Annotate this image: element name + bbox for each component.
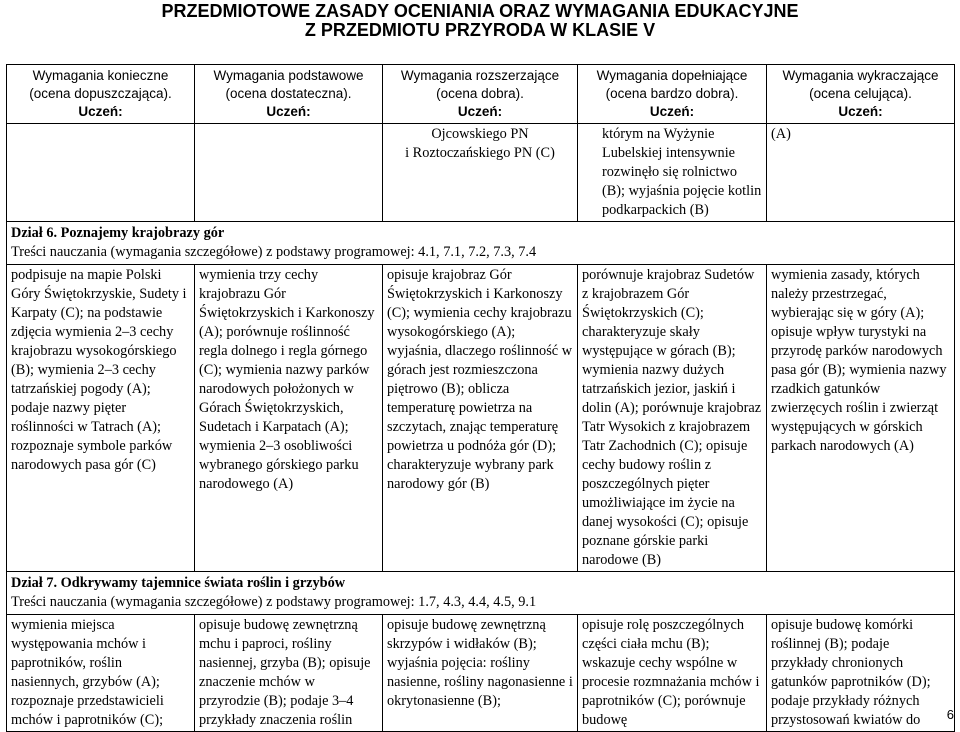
s6-cell-4: porównuje krajobraz Sudetów z krajobrazem Gór Świętokrzyskich (C); charakteryzuje skały występujące w górach (B); wymienia nazwy dużych tatrzańskich jezior, jaskiń i dolin (A); porównuje krajobraz Tatr Wysokich z krajobrazem Tatr Zachodnich (C); opisuje cechy budowy roślin z poszczególnych pięter umożliwiające im życie na danej wysokości (C); opisuje poznane górskie parki narodowe (B) <box>578 265 767 572</box>
s6-cell-3: opisuje krajobraz Gór Świętokrzyskich i Karkonoszy (C); wymienia cechy krajobrazu wysokogórskiego (A); wyjaśnia, dlaczego roślinność w górach jest rozmieszczona piętrowo (B); oblicza temperaturę powietrza na szczytach, znając temperaturę powietrza u podnóża gór (D); charakteryzuje wybrany park narodowy gór (B) <box>383 265 578 572</box>
s7-cell-5: opisuje budowę komórki roślinnej (B); podaje przykłady chronionych gatunków paprotników (D); podaje przykłady różnych przystosowań kwiatów do <box>767 615 955 732</box>
s7-cell-4: opisuje rolę poszczególnych części ciała mchu (B); wskazuje cechy wspólne w procesie rozmnażania mchów i paprotników (C); porównuje budowę <box>578 615 767 732</box>
section-6-heading: Dział 6. Poznajemy krajobrazy gór <box>11 225 225 241</box>
header-col-3: Wymagania rozszerzające (ocena dobra). Uczeń: <box>383 65 578 124</box>
header-col-4: Wymagania dopełniające (ocena bardzo dobra). Uczeń: <box>578 65 767 124</box>
section-6-content: Treści nauczania (wymagania szczegółowe) z podstawy programowej: 4.1, 7.1, 7.2, 7.3, 7.4 <box>11 244 537 260</box>
requirements-table <box>6 64 955 732</box>
header-row <box>7 65 955 124</box>
continuation-cell-4: którym na Wyżynie Lubelskiej intensywnie rozwinęło się rolnictwo (B); wyjaśnia pojęcie kotlin podkarpackich (B) <box>578 124 767 222</box>
section-7-header <box>7 572 955 615</box>
header-col-2: Wymagania podstawowe (ocena dostateczna). Uczeń: <box>195 65 383 124</box>
section-7-row <box>7 615 955 732</box>
section-7-heading: Dział 7. Odkrywamy tajemnice świata roślin i grzybów <box>11 575 346 591</box>
document-title-line1: PRZEDMIOTOWE ZASADY OCENIANIA ORAZ WYMAGANIA EDUKACYJNE <box>161 1 799 21</box>
s7-cell-1: wymienia miejsca występowania mchów i paprotników, roślin nasiennych, grzybów (A); rozpoznaje przedstawicieli mchów i paprotników (C); <box>7 615 195 732</box>
continuation-cell-1 <box>7 124 195 222</box>
s6-cell-1: podpisuje na mapie Polski Góry Świętokrzyskie, Sudety i Karpaty (C); na podstawie zdjęcia wymienia 2–3 cechy krajobrazu wysokogórskiego (B); wymienia 2–3 cechy tatrzańskiej pogody (A); podaje nazwy pięter roślinności w Tatrach (A); rozpoznaje symbole parków narodowych pasa gór (C) <box>7 265 195 572</box>
header-col-5: Wymagania wykraczające (ocena celująca). Uczeń: <box>767 65 955 124</box>
s6-cell-5: wymienia zasady, których należy przestrzegać, wybierając się w góry (A); opisuje wpływ turystyki na przyrodę parków narodowych pasa gór (B); wymienia nazwy rzadkich gatunków zwierzęcych roślin i zwierząt występujących w górskich parkach narodowych (A) <box>767 265 955 572</box>
section-7-content: Treści nauczania (wymagania szczegółowe) z podstawy programowej: 1.7, 4.3, 4.4, 4.5, 9.1 <box>11 594 537 610</box>
header-col-1: Wymagania konieczne (ocena dopuszczająca). Uczeń: <box>7 65 195 124</box>
continuation-cell-2 <box>195 124 383 222</box>
continuation-cell-3: Ojcowskiego PN i Roztoczańskiego PN (C) <box>383 124 578 222</box>
section-6-header <box>7 222 955 265</box>
continuation-cell-5: (A) <box>767 124 955 222</box>
s7-cell-2: opisuje budowę zewnętrzną mchu i paproci, rośliny nasiennej, grzyba (B); opisuje znaczenie mchów w przyrodzie (B); podaje 3–4 przykłady znaczenia roślin <box>195 615 383 732</box>
page-number: 6 <box>946 707 954 722</box>
section-6-row <box>7 265 955 572</box>
s7-cell-3: opisuje budowę zewnętrzną skrzypów i widłaków (B); wyjaśnia pojęcia: rośliny nasienne, rośliny nagonasienne i okrytonasienne (B); <box>383 615 578 732</box>
continuation-row <box>7 124 955 222</box>
document-title-line2: Z PRZEDMIOTU PRZYRODA W KLASIE V <box>304 20 656 40</box>
s6-cell-2: wymienia trzy cechy krajobrazu Gór Świętokrzyskich i Karkonoszy (A); porównuje roślinność regla dolnego i regla górnego (C); wymienia nazwy parków narodowych położonych w Górach Świętokrzyskich, Sudetach i Karpatach (A); wymienia 2–3 osobliwości wybranego górskiego parku narodowego (A) <box>195 265 383 572</box>
